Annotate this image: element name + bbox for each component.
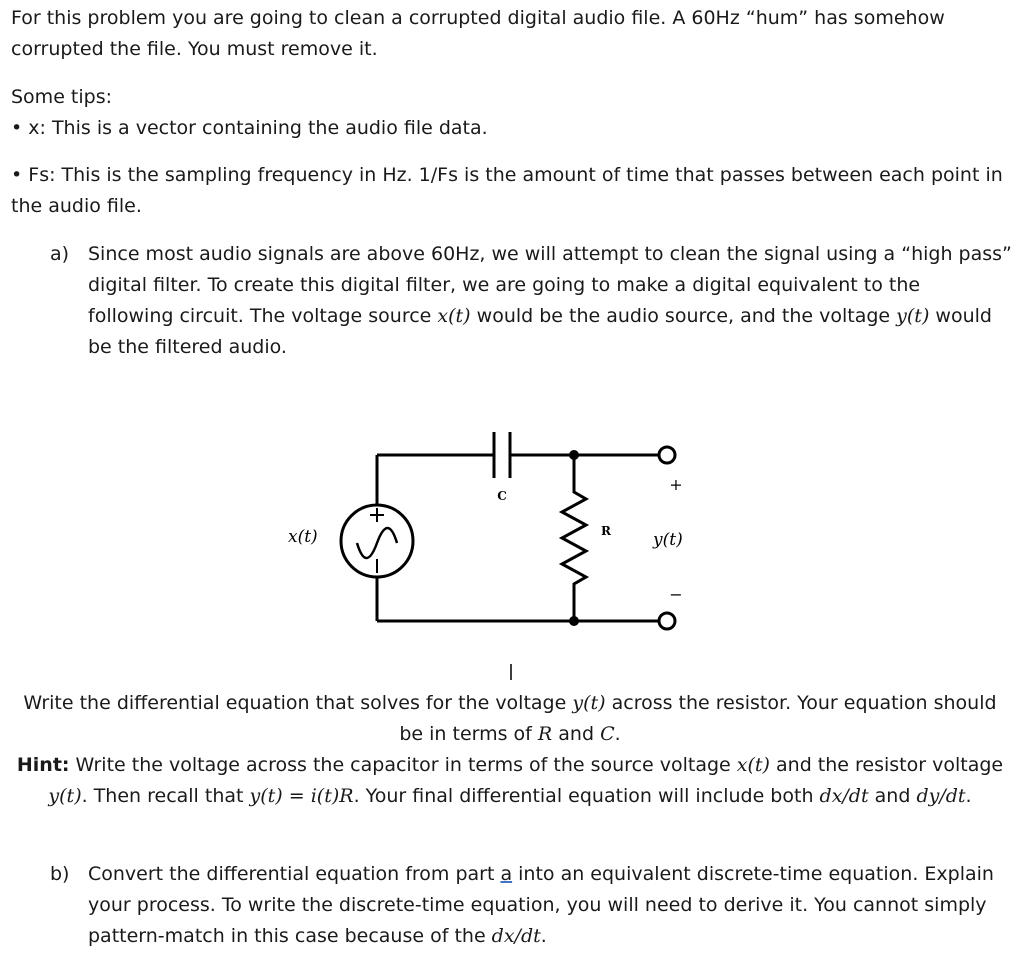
math-x-of-t: x(t) xyxy=(437,305,471,327)
sine-wave-icon xyxy=(357,528,397,558)
hint-line-2 xyxy=(0,781,1020,812)
junction-dot xyxy=(569,616,579,626)
hint-line-1 xyxy=(0,750,1020,781)
math-y-of-t: y(t) xyxy=(572,692,606,714)
resistor-label: R xyxy=(601,524,611,538)
math-ohms-law: y(t) = i(t)R xyxy=(249,785,354,807)
math-dx-dt: dx/dt xyxy=(491,925,541,947)
hint-label: Hint: xyxy=(16,754,70,776)
bullet-icon: • xyxy=(11,117,23,139)
part-b-text: into an equivalent discrete-time equation. Explain xyxy=(512,863,994,885)
source-label: x(t) xyxy=(288,527,318,547)
part-b-marker: b) xyxy=(50,863,70,885)
question-line-1 xyxy=(0,688,1020,719)
question-text: and xyxy=(552,723,601,745)
part-b-line-2: your process. To write the discrete-time equation, you will need to derive it. You cannot simply xyxy=(88,894,987,916)
tips-heading: Some tips: xyxy=(11,86,113,108)
tip-1-text: x: This is a vector containing the audio file data. xyxy=(28,117,488,139)
part-a-text: following circuit. The voltage source xyxy=(88,305,438,327)
part-a-line-2: digital filter. To create this digital filter, we are going to make a digital equivalent to the xyxy=(88,274,921,296)
output-terminal-positive xyxy=(659,447,675,463)
question-line-2 xyxy=(0,719,1020,750)
math-y-of-t: y(t) xyxy=(896,305,930,327)
question-text: across the resistor. Your equation should xyxy=(605,692,997,714)
question-text: Write the differential equation that solves for the voltage xyxy=(23,692,573,714)
tip-2-text: Fs: This is the sampling frequency in Hz. 1/Fs is the amount of time that passes between each point in xyxy=(28,164,1003,186)
part-b-text: Convert the differential equation from part xyxy=(88,863,501,885)
part-a-marker: a) xyxy=(50,243,70,265)
capacitor-label: C xyxy=(497,489,507,503)
output-plus-label: + xyxy=(669,475,683,494)
part-b-text: pattern-match in this case because of the xyxy=(88,925,492,947)
part-a-reference: a xyxy=(500,863,513,885)
question-text: . xyxy=(614,723,621,745)
hint-text: . Then recall that xyxy=(81,785,250,807)
part-a-line-1: Since most audio signals are above 60Hz, we will attempt to clean the signal using a “high pass” xyxy=(88,243,1012,265)
intro-line-1: For this problem you are going to clean a corrupted digital audio file. A 60Hz “hum” has somehow xyxy=(11,7,945,29)
output-minus-label: − xyxy=(669,585,683,604)
part-b-text: . xyxy=(540,925,547,947)
hint-text: . Your final differential equation will include both xyxy=(353,785,820,807)
part-a-line-4: be the filtered audio. xyxy=(88,336,287,358)
junction-dot xyxy=(569,450,579,460)
part-b-line-1 xyxy=(88,859,994,890)
math-dy-dt: dy/dt xyxy=(916,785,966,807)
resistor-zigzag xyxy=(562,455,586,621)
part-a-text: would xyxy=(929,305,992,327)
hint-text: . xyxy=(965,785,972,807)
question-text: be in terms of xyxy=(399,723,538,745)
hint-text: and xyxy=(868,785,917,807)
math-dx-dt: dx/dt xyxy=(819,785,869,807)
bullet-icon: • xyxy=(11,164,23,186)
output-label: y(t) xyxy=(653,530,683,550)
part-b-line-3 xyxy=(88,921,547,952)
hint-text: Write the voltage across the capacitor in terms of the source voltage xyxy=(69,754,737,776)
math-y-of-t: y(t) xyxy=(48,785,82,807)
intro-line-2: corrupted the file. You must remove it. xyxy=(11,38,378,60)
part-a-text: would be the audio source, and the voltage xyxy=(470,305,897,327)
math-x-of-t: x(t) xyxy=(736,754,770,776)
hint-text: and the resistor voltage xyxy=(769,754,1004,776)
math-R: R xyxy=(537,723,553,745)
output-terminal-negative xyxy=(659,613,675,629)
tip-2-continuation: the audio file. xyxy=(11,195,142,217)
math-C: C xyxy=(600,723,615,745)
